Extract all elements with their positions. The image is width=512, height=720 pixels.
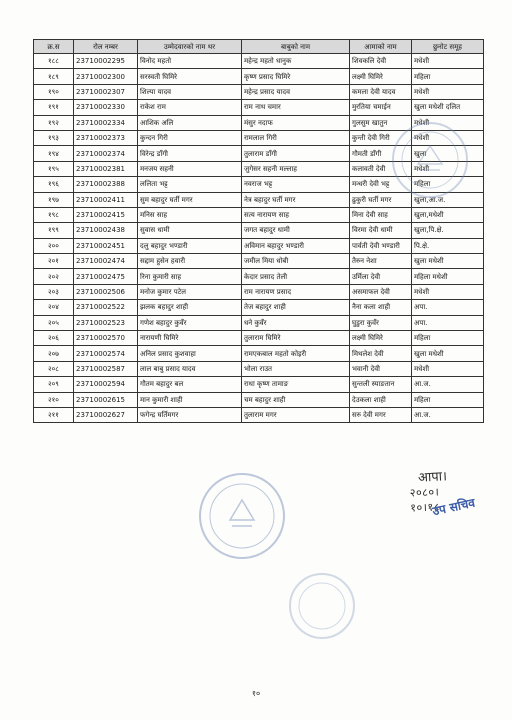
table-row (34, 69, 484, 84)
table-header-row (34, 40, 484, 54)
row-candidate-name: मनोज कुमार पटेल (138, 284, 242, 299)
row-mother-name: कलावती देवी (350, 161, 412, 176)
row-candidate-name: मनजय सहनी (138, 161, 242, 176)
row-father-name: रामएकबाल महतो कोइरी (242, 346, 350, 361)
row-roll-number: 23710002627 (74, 407, 138, 422)
table-body (34, 54, 484, 423)
row-candidate-name: फगेन्द्र घर्तिमगर (138, 407, 242, 422)
row-selection-group: आ.ज. (412, 407, 484, 422)
row-candidate-name: झलक बहादुर शाही (138, 300, 242, 315)
row-selection-group: मधेशी (412, 284, 484, 299)
row-selection-group: खुला मधेशी (412, 254, 484, 269)
row-candidate-name: आशिक अलि (138, 115, 242, 130)
row-father-name: जमील मिया धोबी (242, 254, 350, 269)
row-serial: १८८ (34, 54, 74, 69)
row-selection-group: मधेशी (412, 115, 484, 130)
row-father-name: नेत्र बहादुर घर्ती मगर (242, 192, 350, 207)
row-mother-name: मिना देवी साह (350, 207, 412, 222)
row-serial: २०३ (34, 284, 74, 299)
row-roll-number: 23710002438 (74, 223, 138, 238)
row-candidate-name: दलु बहादुर भण्डारी (138, 238, 242, 253)
row-mother-name: सरु देवी मगर (350, 407, 412, 422)
row-mother-name: विरमा देवी धामी (350, 223, 412, 238)
row-roll-number: 23710002334 (74, 115, 138, 130)
row-selection-group: मधेशी (412, 84, 484, 99)
row-selection-group: मधेशी (412, 54, 484, 69)
row-serial: २०८ (34, 361, 74, 376)
row-roll-number: 23710002615 (74, 392, 138, 407)
row-serial: २०१ (34, 254, 74, 269)
row-roll-number: 23710002373 (74, 130, 138, 145)
office-seal-icon (196, 470, 288, 562)
row-candidate-name: सरस्वती घिमिरे (138, 69, 242, 84)
table-row (34, 377, 484, 392)
row-father-name: मंसुर नदाफ (242, 115, 350, 130)
row-selection-group: पि.क्षे. (412, 238, 484, 253)
table-row (34, 331, 484, 346)
row-roll-number: 23710002522 (74, 300, 138, 315)
row-roll-number: 23710002594 (74, 377, 138, 392)
official-seal-icon (390, 120, 470, 200)
row-mother-name: लक्ष्मी घिमिरे (350, 331, 412, 346)
row-father-name: कृष्ण प्रसाद घिमिरे (242, 69, 350, 84)
row-mother-name: लक्ष्मी घिमिरे (350, 69, 412, 84)
table-row (34, 315, 484, 330)
row-father-name: धने कुवँर (242, 315, 350, 330)
results-table (33, 39, 484, 423)
row-roll-number: 23710002570 (74, 331, 138, 346)
row-serial: २११ (34, 407, 74, 422)
header-serial: क्र.स (34, 40, 74, 54)
designation-stamp: उप सचिव (431, 495, 477, 519)
table-row (34, 407, 484, 422)
row-selection-group: खुला मधेशी दलित (412, 100, 484, 115)
row-selection-group: महिला (412, 392, 484, 407)
row-mother-name: तैरुन नेशा (350, 254, 412, 269)
row-candidate-name: अनिल प्रसाद कुशवाहा (138, 346, 242, 361)
row-father-name: अविमान बहादुर भण्डारी (242, 238, 350, 253)
table-row (34, 361, 484, 376)
row-mother-name: कुन्ती देवी गिरी (350, 130, 412, 145)
row-mother-name: भवानी देवी (350, 361, 412, 376)
row-father-name: तेज बहादुर शाही (242, 300, 350, 315)
row-mother-name: मन्धरी देवी भट्ट (350, 177, 412, 192)
row-selection-group: अपा. (412, 315, 484, 330)
row-candidate-name: कुन्दन गिरी (138, 130, 242, 145)
row-selection-group: मधेशी (412, 130, 484, 145)
row-father-name: चम बहादुर शाही (242, 392, 350, 407)
row-father-name: केदार प्रसाद तेली (242, 269, 350, 284)
row-father-name: महेन्द्र प्रसाद यादव (242, 84, 350, 99)
row-candidate-name: गौतम बहादुर बल (138, 377, 242, 392)
row-selection-group: खुला,आ.ज. (412, 192, 484, 207)
row-roll-number: 23710002307 (74, 84, 138, 99)
row-serial: २०७ (34, 346, 74, 361)
row-roll-number: 23710002411 (74, 192, 138, 207)
row-mother-name: ढुकुरी घर्ती मगर (350, 192, 412, 207)
row-roll-number: 23710002574 (74, 346, 138, 361)
row-mother-name: उर्मिला देवी (350, 269, 412, 284)
table-row (34, 392, 484, 407)
row-candidate-name: राकेश राम (138, 100, 242, 115)
table-row (34, 254, 484, 269)
row-serial: २०६ (34, 331, 74, 346)
row-roll-number: 23710002295 (74, 54, 138, 69)
table-row (34, 100, 484, 115)
row-selection-group: खुला (412, 146, 484, 161)
header-candidate-name: उम्मेदवारको नाम थर (138, 40, 242, 54)
row-father-name: भोला राउत (242, 361, 350, 376)
row-serial: १९९ (34, 223, 74, 238)
row-serial: २०० (34, 238, 74, 253)
row-father-name: तुलाराम मगर (242, 407, 350, 422)
header-roll-number: रोल नम्बर (74, 40, 138, 54)
row-serial: २०५ (34, 315, 74, 330)
table-row (34, 284, 484, 299)
table-row (34, 238, 484, 253)
row-serial: १९७ (34, 192, 74, 207)
row-candidate-name: गणेश बहादुर कुवँर (138, 315, 242, 330)
row-mother-name: सुन्तली स्याङतान (350, 377, 412, 392)
row-father-name: तुलाराम घिमिरे (242, 331, 350, 346)
row-serial: १९१ (34, 100, 74, 115)
row-candidate-name: रिना कुमारी साह (138, 269, 242, 284)
row-serial: १९६ (34, 177, 74, 192)
row-selection-group: मधेशी (412, 161, 484, 176)
row-serial: १९० (34, 84, 74, 99)
row-candidate-name: मनिस साह (138, 207, 242, 222)
table-row (34, 269, 484, 284)
row-father-name: नवराज भट्ट (242, 177, 350, 192)
row-selection-group: महिला (412, 69, 484, 84)
table-row (34, 300, 484, 315)
row-mother-name: असमाफल देवी (350, 284, 412, 299)
row-serial: २०२ (34, 269, 74, 284)
row-serial: १९५ (34, 161, 74, 176)
row-mother-name: नैना कला शाही (350, 300, 412, 315)
row-mother-name: गौमती डाँगी (350, 146, 412, 161)
row-serial: १९२ (34, 115, 74, 130)
row-father-name: महेन्द्र महतो धानुक (242, 54, 350, 69)
row-roll-number: 23710002451 (74, 238, 138, 253)
row-candidate-name: विरेन्द्र डाँगी (138, 146, 242, 161)
row-roll-number: 23710002381 (74, 161, 138, 176)
row-father-name: जुगेसर सहनी मल्लाह (242, 161, 350, 176)
row-mother-name: मुरतिया चमाईन (350, 100, 412, 115)
row-roll-number: 23710002388 (74, 177, 138, 192)
row-mother-name: कमला देवी यादव (350, 84, 412, 99)
header-father-name: बाबुको नाम (242, 40, 350, 54)
row-serial: १९४ (34, 146, 74, 161)
row-serial: २१० (34, 392, 74, 407)
row-mother-name: देउकला शाही (350, 392, 412, 407)
table-row (34, 54, 484, 69)
row-serial: २०४ (34, 300, 74, 315)
row-selection-group: खुला मधेशी (412, 346, 484, 361)
row-candidate-name: शिल्पा यादव (138, 84, 242, 99)
row-roll-number: 23710002506 (74, 284, 138, 299)
row-father-name: सत्य नारायण साह (242, 207, 350, 222)
row-father-name: जगत बहादुर धामी (242, 223, 350, 238)
row-mother-name: मिथलेश देवी (350, 346, 412, 361)
row-roll-number: 23710002330 (74, 100, 138, 115)
row-father-name: राधा कृष्ण तामाङ (242, 377, 350, 392)
row-serial: २०९ (34, 377, 74, 392)
row-candidate-name: सद्दाम हुसेन हवारी (138, 254, 242, 269)
table-row (34, 84, 484, 99)
row-roll-number: 23710002300 (74, 69, 138, 84)
row-selection-group: महिला (412, 331, 484, 346)
signature-date: २०८०।१०।१८ (409, 485, 441, 515)
row-selection-group: महिला (412, 177, 484, 192)
row-roll-number: 23710002374 (74, 146, 138, 161)
row-selection-group: मधेशी (412, 361, 484, 376)
row-candidate-name: लाल बाबु प्रसाद यादव (138, 361, 242, 376)
row-mother-name: गुलसुम खातुन (350, 115, 412, 130)
table-row (34, 207, 484, 222)
row-candidate-name: मान कुमारी शाही (138, 392, 242, 407)
table-row (34, 346, 484, 361)
row-mother-name: शिवकलि देवी (350, 54, 412, 69)
row-selection-group: आ.ज. (412, 377, 484, 392)
row-selection-group: खुला,पि.क्षे. (412, 223, 484, 238)
row-candidate-name: सुवास धामी (138, 223, 242, 238)
row-candidate-name: नारायणी घिमिरे (138, 331, 242, 346)
lower-seal-icon (286, 570, 358, 642)
row-mother-name: घुडुरा कुवँर (350, 315, 412, 330)
row-roll-number: 23710002475 (74, 269, 138, 284)
row-candidate-name: सुम बहादुर घर्ती मगर (138, 192, 242, 207)
row-serial: १९८ (34, 207, 74, 222)
row-serial: १९३ (34, 130, 74, 145)
signature-scribble: आपा। (417, 469, 448, 486)
row-candidate-name: विनोद महतो (138, 54, 242, 69)
row-father-name: राम नाथ चमार (242, 100, 350, 115)
row-roll-number: 23710002523 (74, 315, 138, 330)
table-row (34, 223, 484, 238)
row-father-name: रामलाल गिरी (242, 130, 350, 145)
row-mother-name: पार्वती देवी भण्डारी (350, 238, 412, 253)
header-mother-name: आमाको नाम (350, 40, 412, 54)
header-selection-group: छुनोट समूह (412, 40, 484, 54)
row-selection-group: खुला,मधेशी (412, 207, 484, 222)
row-father-name: राम नारायण प्रसाद (242, 284, 350, 299)
page-number: १० (251, 689, 261, 698)
row-selection-group: महिला मधेशी (412, 269, 484, 284)
row-candidate-name: ललिता भट्ट (138, 177, 242, 192)
row-serial: १८९ (34, 69, 74, 84)
row-roll-number: 23710002415 (74, 207, 138, 222)
row-father-name: तुलाराम डाँगी (242, 146, 350, 161)
row-roll-number: 23710002474 (74, 254, 138, 269)
row-roll-number: 23710002587 (74, 361, 138, 376)
row-selection-group: अपा. (412, 300, 484, 315)
